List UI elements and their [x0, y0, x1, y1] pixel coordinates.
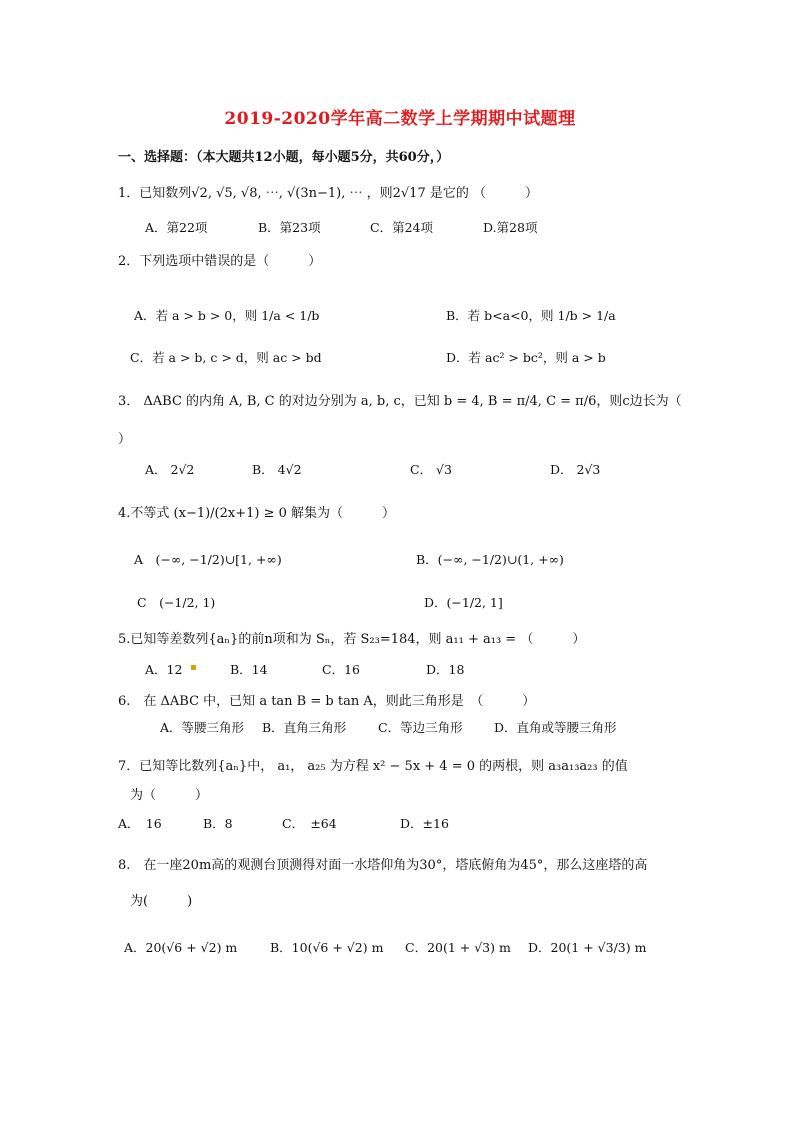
- q6-option-c: C．等边三角形: [378, 720, 463, 735]
- q3-option-d: D． 2√3: [550, 462, 601, 477]
- question-7-stem-cont: 为（ ）: [130, 788, 209, 803]
- page-title: 2019-2020学年高二数学上学期期中试题理: [224, 109, 576, 129]
- q8-option-c: C．20(1 + √3) m: [405, 940, 511, 955]
- q1-option-d: D.第28项: [483, 220, 538, 235]
- question-2-stem: 2．下列选项中错误的是（ ）: [118, 254, 322, 269]
- q8-option-a: A．20(√6 + √2) m: [124, 940, 238, 955]
- q7-option-d: D．±16: [400, 816, 449, 831]
- question-8-stem: 8. 在一座20m高的观测台顶测得对面一水塔仰角为30°，塔底俯角为45°，那么这座塔的高: [118, 858, 648, 873]
- q1-option-c: C．第24项: [370, 220, 433, 235]
- q2-option-d: D．若 ac² > bc²，则 a > b: [446, 350, 606, 365]
- decorative-dot-icon: ▪: [190, 662, 197, 673]
- q6-option-d: D．直角或等腰三角形: [494, 720, 617, 735]
- question-7-stem: 7．已知等比数列{aₙ}中， a₁， a₂₅ 为方程 x² − 5x + 4 = 0 的两根，则 a₃a₁₃a₂₃ 的值: [118, 759, 628, 774]
- q4-option-d: D．(−1/2, 1]: [424, 595, 503, 610]
- question-3-stem-cont: ）: [118, 432, 132, 447]
- question-5-stem: 5.已知等差数列{aₙ}的前n项和为 Sₙ，若 S₂₃=184，则 a₁₁ + a₁₃ = （ ）: [118, 632, 586, 647]
- q6-option-a: A．等腰三角形: [160, 720, 245, 735]
- q2-option-b: B．若 b<a<0，则 1/b > 1/a: [446, 308, 616, 323]
- q8-option-d: D．20(1 + √3/3) m: [528, 940, 647, 955]
- question-6-stem: 6. 在 ΔABC 中，已知 a tan B = b tan A，则此三角形是 （ ）: [118, 694, 536, 709]
- question-1-stem: 1．已知数列√2, √5, √8, ⋯, √(3n−1), ⋯ ，则2√17 是它的 （ ）: [118, 186, 538, 201]
- q3-option-a: A． 2√2: [145, 462, 195, 477]
- q7-option-c: C． ±64: [282, 816, 337, 831]
- q5-option-b: B．14: [230, 662, 268, 677]
- question-3-stem: 3． ΔABC 的内角 A, B, C 的对边分别为 a, b, c，已知 b = 4, B = π/4, C = π/6，则c边长为（: [118, 394, 682, 409]
- question-8-stem-cont: 为( ): [130, 894, 193, 909]
- q3-option-c: C． √3: [410, 462, 452, 477]
- q7-option-b: B．8: [203, 816, 233, 831]
- q5-option-a: A．12: [145, 662, 183, 677]
- q5-option-c: C．16: [322, 662, 360, 677]
- q7-option-a: A． 16: [118, 816, 162, 831]
- q5-option-d: D．18: [426, 662, 465, 677]
- q6-option-b: B．直角三角形: [262, 720, 347, 735]
- section-heading: 一、选择题：（本大题共12小题，每小题5分，共60分，）: [118, 150, 450, 165]
- q1-option-b: B．第23项: [258, 220, 321, 235]
- q3-option-b: B． 4√2: [252, 462, 302, 477]
- q4-option-b: B．(−∞, −1/2)∪(1, +∞): [416, 552, 564, 567]
- q2-option-a: A．若 a > b > 0，则 1/a < 1/b: [134, 308, 320, 323]
- q8-option-b: B．10(√6 + √2) m: [270, 940, 384, 955]
- q4-option-a: A (−∞, −1/2)∪[1, +∞): [134, 552, 282, 567]
- q2-option-c: C．若 a > b, c > d，则 ac > bd: [130, 350, 322, 365]
- q1-option-a: A．第22项: [145, 220, 208, 235]
- q4-option-c: C (−1/2, 1): [137, 595, 216, 610]
- question-4-stem: 4.不等式 (x−1)/(2x+1) ≥ 0 解集为（ ）: [118, 506, 396, 521]
